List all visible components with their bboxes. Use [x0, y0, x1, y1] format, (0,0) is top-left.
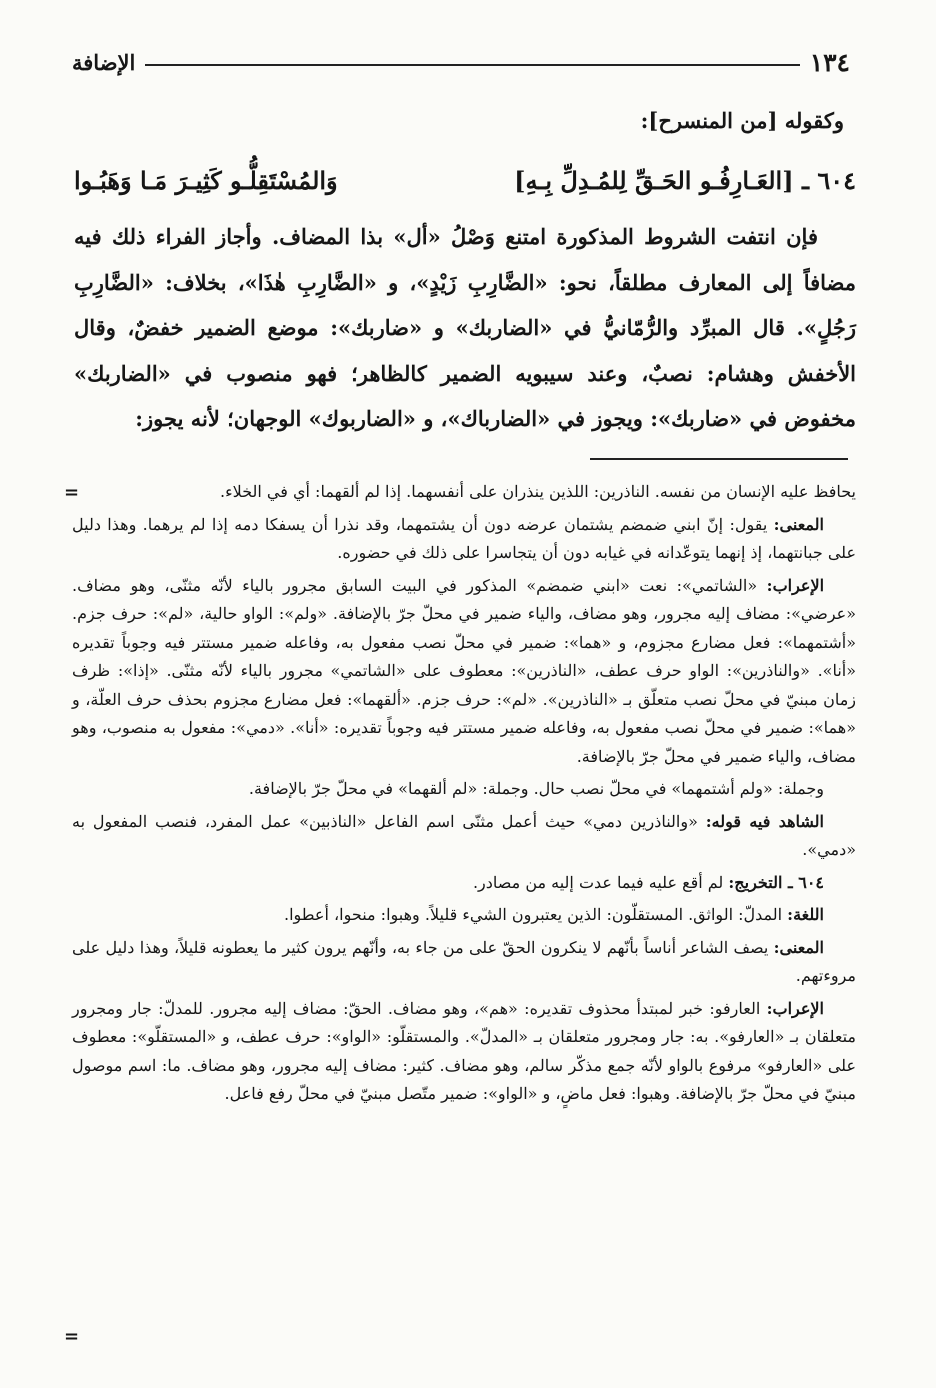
takhrij-text: لم أقع عليه فيما عدت إليه من مصادر.: [472, 872, 724, 892]
main-paragraph: فإن انتفت الشروط المذكورة امتنع وَصْلُ «أل» بذا المضاف. وأجاز الفراء ذلك فيه مضافاً إلى المعارف مطلقاً، نحو: «الضَّارِبِ زَيْدٍ»، و «الضَّارِبِ هٰذَا»، بخلاف: «الضَّارِبِ رَجُلٍ». قال المبرِّد والرُّمّانيُّ في «الضاربك» و «ضاربك»: موضع الضمير خفضٌ، وقال الأخفش وهشام: نصبٌ، وعند سيبويه الضمير كالظاهر؛ فهو منصوب في «الضاربك» مخفوض في «ضاربك»: ويجوز في «الضارباك»، و «الضاربوك» الوجهان؛ لأنه يجوز:: [74, 224, 856, 431]
footnotes: [72, 478, 856, 1113]
footnote-separator: [590, 458, 848, 460]
continuation-mark: =: [64, 482, 80, 503]
footnote-irab-2: [72, 995, 856, 1109]
end-mark: =: [64, 1326, 80, 1347]
irab2-label: الإعراب:: [766, 998, 824, 1018]
footnote-lugha: [72, 901, 856, 930]
irab-label: الإعراب:: [766, 575, 825, 595]
lugha-text: المدلّ: الواثق. المستقلّون: الذين يعتبرون الشيء قليلاً. وهبوا: منحوا، أعطوا.: [283, 905, 783, 924]
shahid-text: «والناذرين دمي» حيث أعمل مثنّى اسم الفاعل «الناذبين» عمل المفرد، فنصب المفعول به «دمي».: [72, 811, 856, 859]
section-title: الإضافة: [72, 49, 136, 75]
meaning-text: يقول: إنّ ابني ضمضم يشتمان عرضه دون أن يشتمهما، وقد نذرا أن يسفكا دمه إذا لم يرهما. وهذا دليل على جبانتهما، إذ إنهما يتوعّدانه في غيابه دون أن يتجاسرا على ذلك في حضوره.: [72, 514, 856, 562]
meaning2-label: المعنى:: [773, 937, 824, 957]
footnote-irab: [72, 572, 856, 772]
verse-first-part: [514, 166, 856, 195]
footnote-meaning-2: [72, 934, 856, 991]
verse-line: [74, 156, 856, 204]
meaning2-text: يصف الشاعر أناساً بأنّهم لا ينكرون الحقّ على من جاء به، وأنّهم يرون كثير ما يعطونه قليلاً، وهذا دليل على مروءتهم.: [72, 937, 856, 985]
verse-intro: وكقوله [من المنسرح]:: [640, 108, 844, 133]
verse-second-hemistich: وَالمُسْتَقِلُّـو كَثِيـرَ مَـا وَهَبُـوا: [74, 165, 338, 195]
footnote-continuation: يحافظ عليه الإنسان من نفسه. الناذرين: اللذين ينذران على أنفسهما. إذا لم ألقهما: أي في الخلاء.: [220, 482, 856, 501]
verse-number: ٦٠٤ ـ: [801, 165, 856, 195]
page-header: [72, 42, 850, 82]
lugha-label: اللغة:: [787, 905, 824, 924]
takhrij-label: ٦٠٤ ـ التخريج:: [728, 872, 824, 892]
footnote-takhrij: [72, 869, 856, 898]
footnote-shahid: [72, 808, 856, 865]
verse-first-hemistich: [العَـارِفُـو الحَـقِّ لِلمُـدِلِّ بِـهِ]: [514, 165, 794, 195]
header-rule: [145, 64, 799, 66]
footnote-sentence: وجملة: «ولم أشتمهما» في محلّ نصب حال. وجملة: «لم ألقهما» في محلّ جرّ بالإضافة.: [248, 779, 824, 798]
footnote-meaning: [72, 511, 856, 568]
irab-text: «الشاتمي»: نعت «ابني ضمضم» المذكور في البيت السابق مجرور بالياء لأنّه مثنّى، وهو مضاف. «عرضي»: مضاف إليه مجرور، وهو مضاف، والياء ضمير في محلّ جرّ بالإضافة. «ولم»: الواو حالية، «لم»: حرف جزم. «أشتمهما»: فعل مضارع مجزوم، و «هما»: ضمير في محلّ نصب مفعول به، وفاعله ضمير مستتر فيه وجوباً تقديره «أنا». «والناذرين»: الواو حرف عطف، «الناذرين»: معطوف على «الشاتمي» مجرور بالياء لأنّه مثنّى. «إذا»: ظرف زمان مبنيّ في محلّ نصب متعلّق بـ «الناذرين». «لم»: حرف جزم. «ألقهما»: فعل مضارع مجزوم بحذف حرف العلّة، و «هما»: ضمير في محلّ نصب مفعول به، وفاعله ضمير مستتر فيه وجوباً تقديره: «أنا». «دمي»: مفعول به منصوب، وهو مضاف، والياء ضمير في محلّ جرّ بالإضافة.: [72, 575, 857, 766]
main-text: [74, 214, 856, 442]
shahid-label: الشاهد فيه قوله:: [705, 811, 824, 831]
irab2-text: العارفو: خبر لمبتدأ محذوف تقديره: «هم»، وهو مضاف. الحقّ: مضاف إليه مجرور. للمدلّ: جار ومجرور متعلقان بـ «العارفو». به: جار ومجرور متعلقان بـ «المدلّ». والمستقلّو: «الواو»: حرف عطف، و «المستقلّو»: معطوف على «العارفو» مرفوع بالواو لأنّه جمع مذكّر سالم، وهو مضاف. كثير: مضاف إليه مجرور، وهو مضاف. ما: اسم موصول مبنيّ في محلّ جرّ بالإضافة. وهبوا: فعل ماضٍ، و «الواو»: ضمير متّصل مبنيّ في محلّ رفع فاعل.: [72, 998, 856, 1103]
page-number: ١٣٤: [809, 47, 850, 77]
meaning-label: المعنى:: [773, 514, 824, 534]
